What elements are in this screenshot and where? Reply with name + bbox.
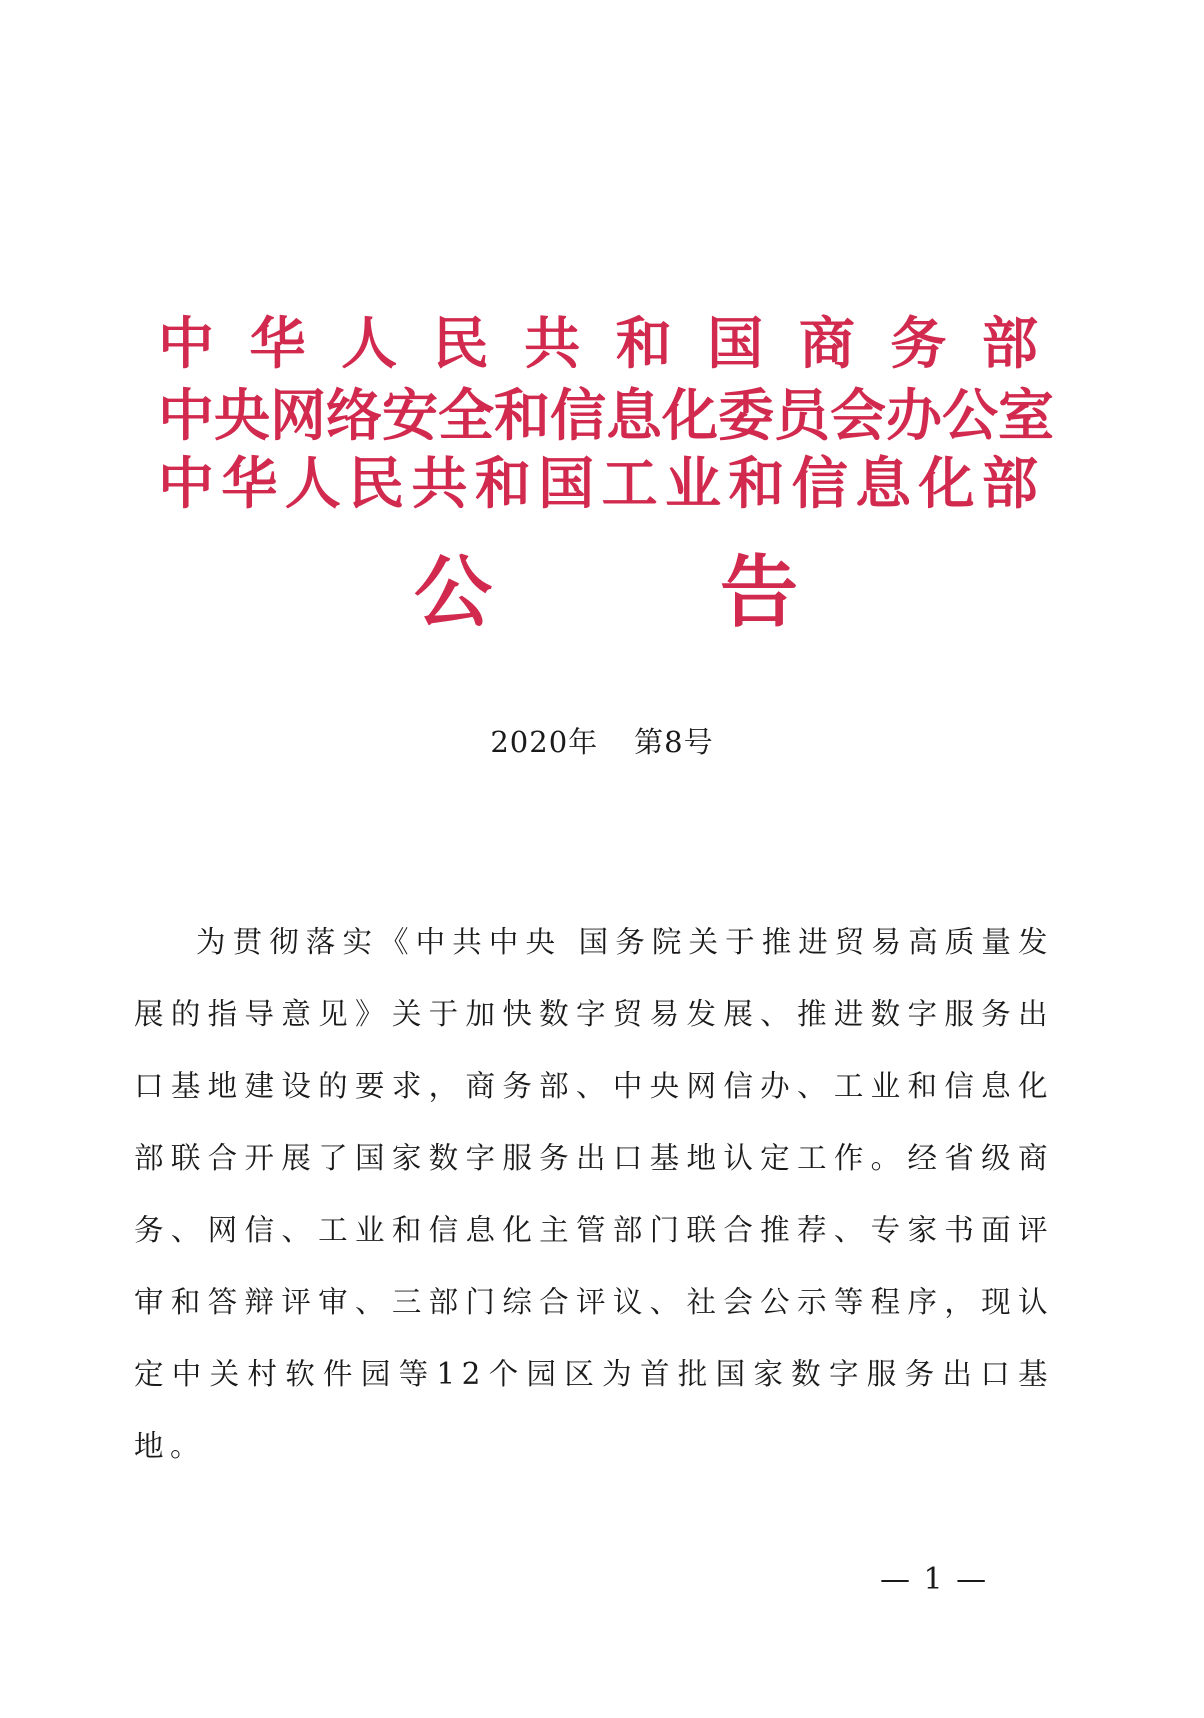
issuer-line-miit <box>158 450 1038 520</box>
issuer-char: 办 <box>886 384 942 449</box>
issuer-char: 会 <box>830 384 886 449</box>
issuer-char: 华 <box>221 452 278 517</box>
issuer-char: 中 <box>158 312 214 377</box>
page-number: — 1 — <box>880 1562 989 1597</box>
issuer-char: 化 <box>662 384 718 449</box>
issuer-char: 民 <box>432 312 489 377</box>
doc-type-char: 公 <box>414 548 493 638</box>
issuer-char: 共 <box>411 452 468 517</box>
issuer-line-cyberspace <box>158 382 1054 452</box>
issuer-char: 络 <box>326 384 382 449</box>
issuer-char: 员 <box>774 384 830 449</box>
body-paragraph: 为贯彻落实《中共中央 国务院关于推进贸易高质量发展的指导意见》关于加快数字贸易发展、推进数字服务出口基地建设的要求，商务部、中央网信办、工业和信息化部联合开展了国家数字服务出口基地认定工作。经省级商务、网信、工业和信息化主管部门联合推荐、专家书面评审和答辩评审、三部门综合评议、社会公示等程序，现认定中关村软件园等12个园区为首批国家数字服务出口基地。 <box>134 925 1054 1463</box>
issuer-char: 人 <box>341 312 398 377</box>
doc-type-char: 告 <box>720 548 799 638</box>
issuer-char: 室 <box>998 384 1054 449</box>
issuer-char: 务 <box>890 312 947 377</box>
issuer-char: 商 <box>798 312 855 377</box>
issuer-line-commerce <box>158 310 1038 380</box>
issuer-char: 国 <box>707 312 764 377</box>
issuer-char: 民 <box>348 452 405 517</box>
issuer-char: 中 <box>158 452 214 517</box>
issuer-char: 和 <box>494 384 550 449</box>
issuer-char: 工 <box>601 452 658 517</box>
issuer-char: 业 <box>665 452 721 517</box>
issuer-char: 人 <box>284 452 341 517</box>
issuer-char: 央 <box>214 384 270 449</box>
issuer-char: 公 <box>942 384 998 449</box>
issuer-char: 息 <box>606 384 662 449</box>
issuer-char: 共 <box>524 312 581 377</box>
doc-year: 2020年 <box>490 725 599 759</box>
issuer-char: 和 <box>474 452 531 517</box>
issuer-char: 部 <box>981 452 1038 517</box>
issuer-char: 华 <box>249 312 306 377</box>
issuer-char: 和 <box>728 452 785 517</box>
issuer-char: 全 <box>438 384 494 449</box>
issuer-char: 中 <box>158 384 214 449</box>
doc-number <box>0 722 1204 762</box>
issuer-char: 化 <box>918 452 975 517</box>
issuer-char: 委 <box>718 384 774 449</box>
issuer-char: 和 <box>615 312 672 377</box>
issuer-char: 息 <box>855 452 912 517</box>
issuer-char: 安 <box>382 384 438 449</box>
issuer-char: 信 <box>791 452 848 517</box>
issuer-char: 信 <box>550 384 606 449</box>
issuer-char: 国 <box>538 452 595 517</box>
issuer-char: 部 <box>981 312 1038 377</box>
doc-issue-number: 第8号 <box>634 725 714 759</box>
issuer-char: 网 <box>270 384 326 449</box>
